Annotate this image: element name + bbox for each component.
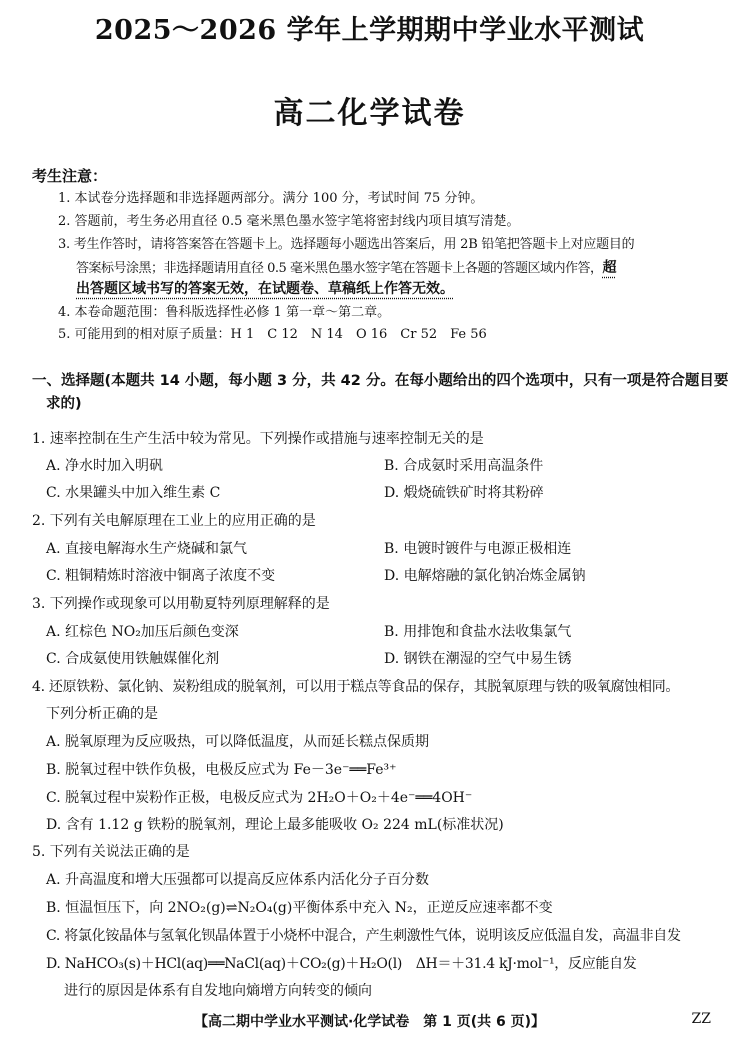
q3-option-b: B. 用排饱和食盐水法收集氯气 (384, 624, 572, 640)
exam-title: 2025～2026 学年上学期期中学业水平测试 (94, 15, 645, 46)
section-heading-line1: 一、选择题(本题共 14 小题，每小题 3 分，共 42 分。在每小题给出的四个选项中，只有一项是符合题目要 (32, 373, 729, 389)
q3-option-a: A. 红棕色 NO₂加压后颜色变深 (46, 624, 239, 640)
q5-option-c: C. 将氯化铵晶体与氢氧化钡晶体置于小烧杯中混合，产生刺激性气体，说明该反应低温自发，高温非自发 (46, 928, 681, 944)
notice-item-5: 5. 可能用到的相对原子质量：H 1 C 12 N 14 O 16 Cr 52 Fe 56 (58, 327, 487, 342)
notice-item-1: 1. 本试卷分选择题和非选择题两部分。满分 100 分，考试时间 75 分钟。 (58, 191, 484, 206)
q2-option-a: A. 直接电解海水生产烧碱和氯气 (46, 541, 248, 557)
q4-option-d: D. 含有 1.12 g 铁粉的脱氧剂，理论上最多能吸收 O₂ 224 mL(标准状况) (46, 817, 504, 833)
footer-code: ZZ (691, 1011, 711, 1027)
q5-option-b: B. 恒温恒压下，向 2NO₂(g)⇌N₂O₄(g)平衡体系中充入 N₂，正逆反应速率都不变 (46, 900, 553, 916)
notice-item-4: 4. 本卷命题范围：鲁科版选择性必修 1 第一章～第二章。 (58, 305, 391, 320)
question-3-stem: 3. 下列操作或现象可以用勒夏特列原理解释的是 (32, 596, 330, 612)
question-2-stem: 2. 下列有关电解原理在工业上的应用正确的是 (32, 513, 316, 529)
notice-heading: 考生注意： (32, 167, 108, 185)
section-heading (32, 370, 729, 416)
q3-option-d: D. 钢铁在潮湿的空气中易生锈 (384, 651, 572, 667)
q4-option-c: C. 脱氧过程中炭粉作正极，电极反应式为 2H₂O＋O₂＋4e⁻══4OH⁻ (46, 790, 473, 806)
question-4-stem-cont: 下列分析正确的是 (46, 706, 158, 722)
notice-item-3-emphasis-start: 超 (602, 260, 616, 276)
notice-item-2: 2. 答题前，考生务必用直径 0.5 毫米黑色墨水签字笔将密封线内项目填写清楚。 (58, 214, 520, 229)
q2-option-c: C. 粗铜精炼时溶液中铜离子浓度不变 (46, 568, 276, 584)
q5-option-a: A. 升高温度和增大压强都可以提高反应体系内活化分子百分数 (46, 872, 430, 888)
notice-item-3-emphasis: 出答题区域书写的答案无效，在试题卷、草稿纸上作答无效。 (76, 281, 454, 297)
q2-option-d: D. 电解熔融的氯化钠冶炼金属钠 (384, 568, 586, 584)
q2-option-b: B. 电镀时镀件与电源正极相连 (384, 541, 572, 557)
q4-option-b: B. 脱氧过程中铁作负极，电极反应式为 Fe－3e⁻══Fe³⁺ (46, 762, 397, 778)
q1-option-a: A. 净水时加入明矾 (46, 458, 164, 474)
q5-option-d: D. NaHCO₃(s)＋HCl(aq)══NaCl(aq)＋CO₂(g)＋H₂O(l) ΔH＝＋31.4 kJ·mol⁻¹，反应能自发 (46, 956, 637, 972)
q1-option-d: D. 煅烧硫铁矿时将其粉碎 (384, 485, 544, 501)
q5-option-d-cont: 进行的原因是体系有自发地向熵增方向转变的倾向 (64, 983, 372, 999)
section-heading-line2: 求的) (46, 396, 82, 412)
q1-option-b: B. 合成氨时采用高温条件 (384, 458, 544, 474)
q4-option-a: A. 脱氧原理为反应吸热，可以降低温度，从而延长糕点保质期 (46, 734, 430, 750)
notice-item-3-cont (76, 259, 736, 278)
page-footer: 【高二期中学业水平测试·化学试卷 第 1 页(共 6 页)】 (193, 1014, 546, 1030)
question-1-stem: 1. 速率控制在生产生活中较为常见。下列操作或措施与速率控制无关的是 (32, 431, 484, 447)
notice-item-3: 3. 考生作答时，请将答案答在答题卡上。选择题每小题选出答案后，用 2B 铅笔把答题卡上对应题目的 (58, 237, 635, 252)
paper-title: 高二化学试卷 (273, 96, 466, 131)
q3-option-c: C. 合成氨使用铁触媒催化剂 (46, 651, 220, 667)
notice-item-3-text: 答案标号涂黑；非选择题请用直径 0.5 毫米黑色墨水签字笔在答题卡上各题的答题区域内作答， (76, 261, 603, 276)
q1-option-c: C. 水果罐头中加入维生素 C (46, 485, 221, 501)
question-4-stem: 4. 还原铁粉、氯化钠、炭粉组成的脱氧剂，可以用于糕点等食品的保存，其脱氧原理与铁的吸氧腐蚀相同。 (32, 679, 680, 695)
question-5-stem: 5. 下列有关说法正确的是 (32, 844, 190, 860)
